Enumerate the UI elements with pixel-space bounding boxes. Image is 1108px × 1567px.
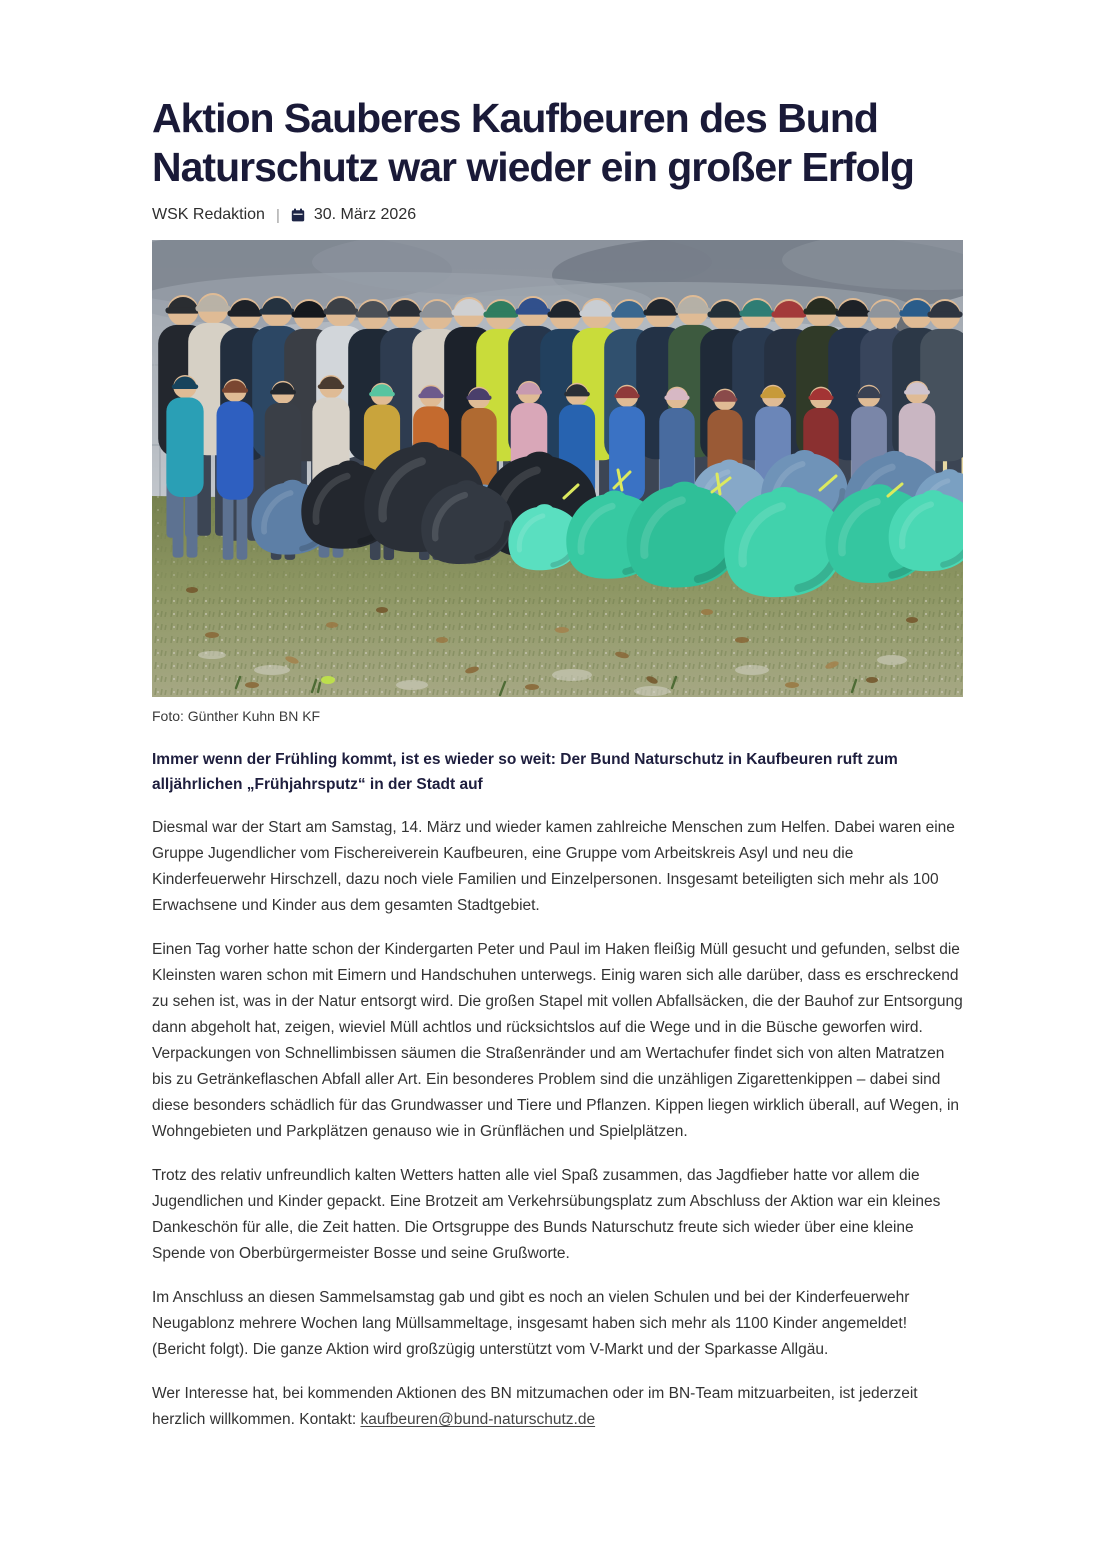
byline	[152, 206, 963, 224]
photo-ground-litter	[152, 587, 963, 697]
calendar-icon	[291, 208, 305, 222]
contact-email-link[interactable]: kaufbeuren@bund-naturschutz.de	[360, 1411, 596, 1428]
article-title: Aktion Sauberes Kaufbeuren des Bund Naturschutz war wieder ein großer Erfolg	[152, 95, 914, 190]
article-paragraph-3: Trotz des relativ unfreundlich kalten Wetters hatten alle viel Spaß zusammen, das Jagdfieber hatte vor allem die Jugendlichen und Kinder gepackt. Eine Brotzeit am Verkehrsübungsplatz zum Abschluss der Aktion war ein kleines Dankeschön für alle, die Zeit hatten. Die Ortsgruppe des Bunds Naturschutz freute sich wieder über eine kleine Spende von Oberbürgermeister Bosse und seine Grußworte.	[152, 1167, 941, 1262]
article-paragraph-4: Im Anschluss an diesen Sammelsamstag gab und gibt es noch an vielen Schulen und bei der Kinderfeuerwehr Neugablonz mehrere Wochen lang Müllsammeltage, insgesamt haben sich mehr als 1100 Kinder angemeldet! (Bericht folgt). Die ganze Aktion wird großzügig unterstützt vom V-Markt und der Sparkasse Allgäu.	[152, 1289, 910, 1358]
article-photo	[152, 240, 963, 697]
article-figure	[152, 240, 963, 725]
article-lede: Immer wenn der Frühling kommt, ist es wieder so weit: Der Bund Naturschutz in Kaufbeuren ruft zum alljährlichen „Frühjahrsputz“ in der Stadt auf	[152, 751, 898, 793]
byline-date: 30. März 2026	[313, 206, 417, 223]
article-paragraph-2: Einen Tag vorher hatte schon der Kindergarten Peter und Paul im Haken fleißig Müll gesucht und gefunden, selbst die Kleinsten waren schon mit Eimern und Handschuhen unterwegs. Einig waren sich alle darüber, dass es erschreckend zu sehen ist, was in der Natur entsorgt wird. Die großen Stapel mit vollen Abfallsäcken, die der Bauhof zur Entsorgung dann abgeholt hat, zeigen, wieviel Müll achtlos und rücksichtslos auf die Wege und in die Büsche geworfen wird. Verpackungen von Schnellimbissen säumen die Straßenränder und am Wertachufer findet sich von alten Matratzen bis zu Getränkeflaschen Abfall aller Art. Ein besonderes Problem sind die unzähligen Zigarettenkippen – dabei sind diese besonders schädlich für das Grundwasser und Tiere und Pflanzen. Kippen liegen wirklich überall, auf Wegen, in Wohngebieten und Parkplätzen genauso wie in Grünflächen und Spielplätzen.	[152, 941, 963, 1140]
photo-illustration	[152, 240, 963, 697]
contact-text: Wer Interesse hat, bei kommenden Aktionen des BN mitzumachen oder im BN-Team mitzuarbeiten, ist jederzeit herzlich willkommen. Kontakt:	[152, 1385, 918, 1428]
article-paragraph-1: Diesmal war der Start am Samstag, 14. März und wieder kamen zahlreiche Menschen zum Helfen. Dabei waren eine Gruppe Jugendlicher vom Fischereiverein Kaufbeuren, eine Gruppe vom Arbeitskreis Asyl und neu die Kinderfeuerwehr Hirschzell, dazu noch viele Familien und Einzelpersonen. Insgesamt beteiligten sich mehr als 100 Erwachsene und Kinder aus dem gesamten Stadtgebiet.	[152, 819, 955, 914]
article-paragraph-contact	[152, 1381, 963, 1433]
byline-separator: |	[275, 206, 280, 224]
photo-credit: Foto: Günther Kuhn BN KF	[152, 708, 321, 724]
byline-author: WSK Redaktion	[152, 206, 265, 223]
